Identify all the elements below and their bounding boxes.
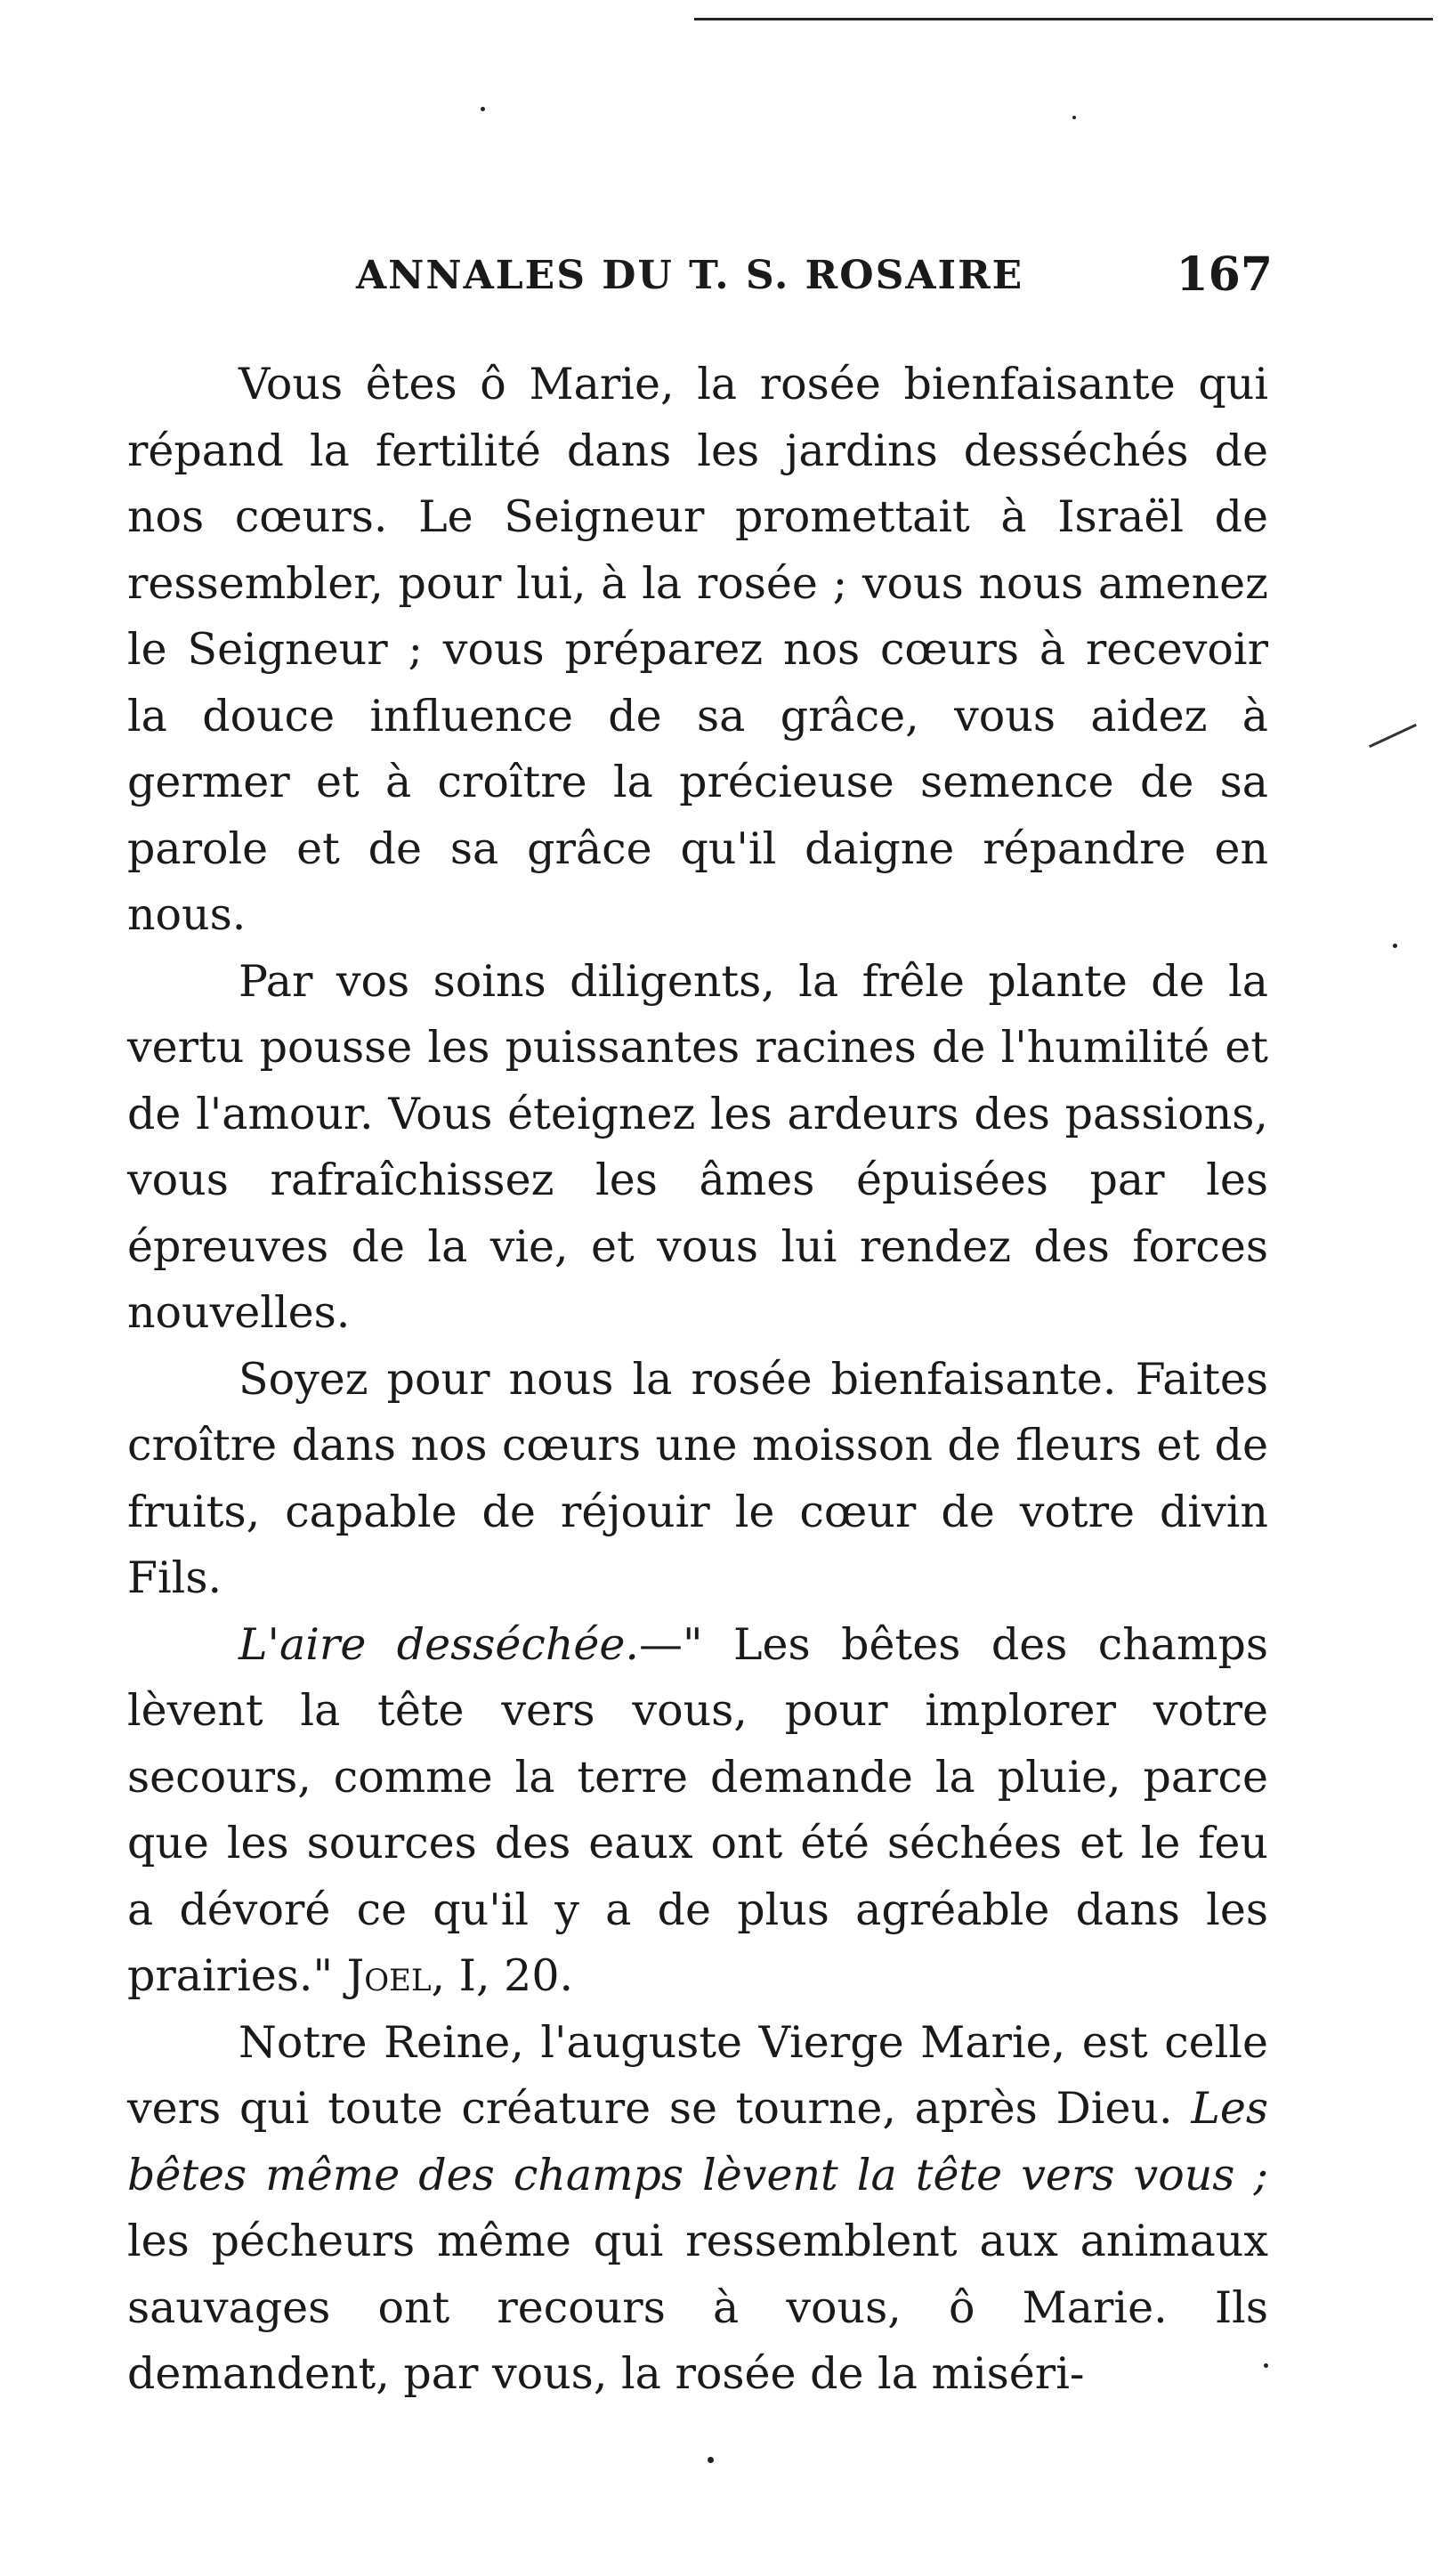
page-number: 167 <box>1176 247 1273 302</box>
quotation: —" Les bêtes des champs lèvent la tête vers vous, pour implorer votre secours, comme la terre demande la pluie, parce que les sources des eaux ont été séchées et le feu a dévoré ce qu'il y a de plus agréable dans les prairies." <box>127 1618 1268 2001</box>
paragraph-5 <box>127 2010 1268 2408</box>
paragraph-2: Par vos soins diligents, la frêle plante de la vertu pousse les puissantes racines de l'humilité et de l'amour. Vous éteignez les ardeurs des passions, vous rafraîchissez les âmes épuisées par les épreuves de la vie, et vous lui rendez des forces nouvelles. <box>127 955 1268 1338</box>
paragraph-1: Vous êtes ô Marie, la rosée bienfaisante qui répand la fertilité dans les jardins desséchés de nos cœurs. Le Seigneur promettait à Israël de ressembler, pour lui, à la rosée ; vous nous amenez le Seigneur ; vous préparez nos cœurs à recevoir la douce influence de sa grâce, vous aidez à germer et à croître la précieuse semence de sa parole et de sa grâce qu'il daigne répandre en nous. <box>127 359 1268 940</box>
speck <box>708 2457 714 2463</box>
page-body <box>127 352 1268 2408</box>
running-header <box>356 247 1273 310</box>
running-title: ANNALES DU T. S. ROSAIRE <box>356 253 1024 298</box>
speck <box>1072 116 1076 119</box>
speck <box>1393 944 1397 948</box>
top-rule <box>694 18 1433 20</box>
speck <box>481 107 485 111</box>
paragraph-5-text-a: Notre Reine, l'auguste Vierge Marie, est celle vers qui toute créature se tourne, après Dieu. <box>127 2016 1268 2134</box>
paragraph-3: Soyez pour nous la rosée bienfaisante. Faites croître dans nos cœurs une moisson de fleurs et de fruits, capable de réjouir le cœur de votre divin Fils. <box>127 1353 1268 1603</box>
section-label: L'aire desséchée. <box>239 1618 640 1670</box>
margin-mark <box>1369 724 1417 748</box>
scripture-reference: Joel, I, 20. <box>346 1950 574 2001</box>
paragraph-5-italic: Les bêtes même des champs lèvent la tête vers vous ; <box>127 2083 1268 2200</box>
paragraph-5-text-b: les pécheurs même qui ressemblent aux animaux sauvages ont recours à vous, ô Marie. Ils demandent, par vous, la rosée de la miséri- <box>127 2216 1268 2399</box>
paragraph-4 <box>127 1612 1268 2010</box>
